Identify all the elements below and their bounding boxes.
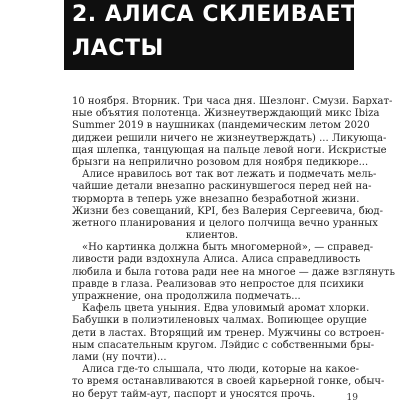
text-line: брызги на неприлично розовом для ноября педикюре... — [72, 156, 369, 168]
text-line: щая шлепка, танцующая на пальце левой ноги. Искристые — [72, 144, 387, 156]
text-line: лами (ну почти)... — [72, 351, 167, 363]
text-line: Алиса где-то слышала, что люди, которые на какое- — [82, 364, 360, 376]
text-line: Summer 2019 в наушниках (пандемическим летом 2020 — [72, 120, 370, 132]
text-line: но берут тайм-аут, паспорт и уносятся прочь. — [72, 388, 316, 400]
text-line: упражнение, она продолжила подмечать... — [72, 291, 301, 302]
text-line: «Но картинка должна быть многомерной», — справед- — [82, 242, 374, 254]
text-line: ным спасательным кругом. Лэйдис с собственными бры- — [72, 339, 375, 351]
page-number: 19 — [346, 393, 358, 403]
text-line: Кафель цвета уныния. Едва уловимый аромат хлорки. — [82, 303, 370, 315]
text-line: жетного планирования и целого полчища вечно уранных — [72, 217, 378, 229]
chapter-heading — [64, 0, 357, 70]
text-line: Алисе нравилось вот так вот лежать и подмечать мель- — [82, 169, 377, 181]
text-line: правде в глаза. Реализовав это непростое для психики — [72, 278, 364, 290]
text-line: Бабушки в полиэтиленовых чалмах. Вопиющее орущие — [72, 315, 367, 327]
text-line: то время останавливаются в своей карьерной гонке, обыч- — [72, 376, 385, 388]
chapter-title-line-1: 2. АЛИСА СКЛЕИВАЕТ — [72, 2, 357, 27]
text-line: тюрморта в теперь уже внезапно безработной жизни. — [72, 193, 360, 205]
text-line: любила и была готова ради нее на многое — даже взглянуть — [72, 266, 395, 278]
text-line: ливости ради вздохнула Алиса. Алиса справедливость — [72, 254, 361, 266]
text-line: дети в ластах. Вторящий им тренер. Мужчины со встроен- — [72, 327, 385, 339]
text-line: 10 ноября. Вторник. Три часа дня. Шезлонг. Смузи. Бархат- — [72, 96, 393, 107]
text-line: Жизни без совещаний, KPI, без Валерия Сергеевича, бюд- — [72, 205, 383, 217]
text-line: диджеи решили ничего не жизнеутверждать) ... Ликующа- — [72, 132, 387, 144]
chapter-title-line-2: ЛАСТЫ — [72, 36, 164, 61]
text-line: клиентов. — [185, 230, 239, 242]
text-line: чайшие детали внезапно раскинувшегося перед ней на- — [72, 181, 372, 193]
body-text — [72, 96, 395, 401]
text-line: ные объятия полотенца. Жизнеутверждающий микс Ibiza — [72, 108, 380, 120]
